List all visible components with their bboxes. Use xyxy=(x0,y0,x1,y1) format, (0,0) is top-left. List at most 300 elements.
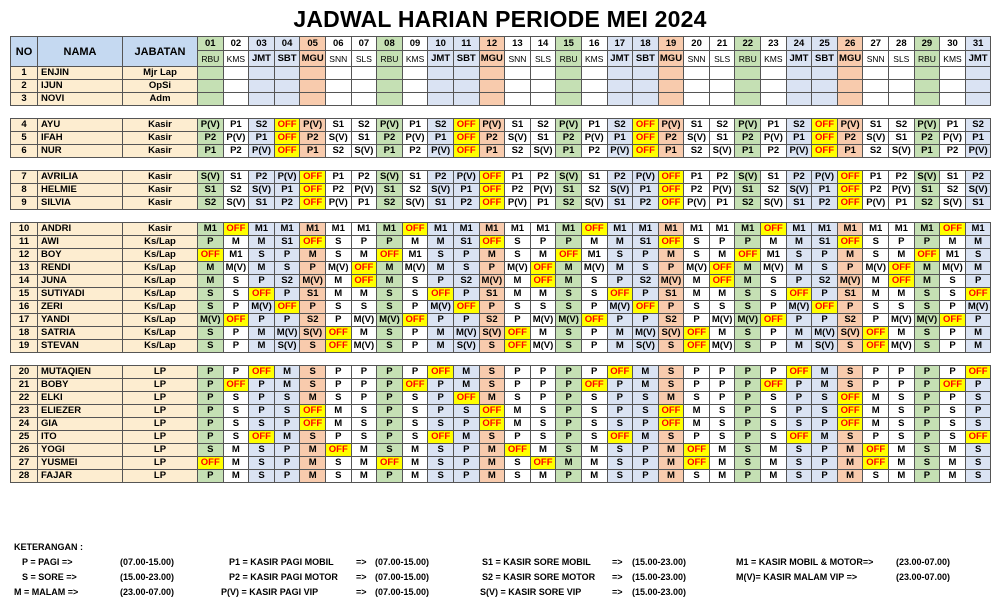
shift-cell: M xyxy=(863,418,889,431)
shift-cell: M1 xyxy=(581,249,607,262)
legend-time: (15.00-23.00) xyxy=(120,572,175,582)
employee-no: 18 xyxy=(11,327,38,340)
shift-cell: OFF xyxy=(837,184,863,197)
shift-cell: P xyxy=(556,431,582,444)
employee-no: 24 xyxy=(11,418,38,431)
shift-cell: S xyxy=(709,418,735,431)
shift-cell: S xyxy=(761,392,787,405)
shift-cell: P xyxy=(556,236,582,249)
shift-cell xyxy=(198,93,224,106)
shift-cell: S(V) xyxy=(505,132,531,145)
shift-cell: M(V) xyxy=(351,314,377,327)
shift-cell: S xyxy=(812,262,838,275)
shift-cell: OFF xyxy=(965,366,991,379)
shift-cell xyxy=(479,80,505,93)
shift-cell: S2 xyxy=(863,145,889,158)
shift-cell: P xyxy=(965,379,991,392)
shift-cell: S xyxy=(223,418,249,431)
shift-cell: M xyxy=(402,236,428,249)
shift-cell xyxy=(223,67,249,80)
shift-cell: P1 xyxy=(709,197,735,210)
shift-cell: P2 xyxy=(479,132,505,145)
shift-cell: M xyxy=(377,275,403,288)
shift-cell: S1 xyxy=(325,119,351,132)
shift-cell: P1 xyxy=(607,132,633,145)
shift-cell: S xyxy=(607,470,633,483)
employee-row xyxy=(11,80,991,93)
shift-cell: S xyxy=(377,340,403,353)
shift-cell: M xyxy=(505,405,531,418)
shift-cell: S1 xyxy=(735,184,761,197)
header-jabatan: JABATAN xyxy=(123,37,198,67)
shift-cell: S xyxy=(274,262,300,275)
shift-cell: M(V) xyxy=(633,327,659,340)
shift-cell xyxy=(223,80,249,93)
shift-cell: OFF xyxy=(709,275,735,288)
shift-cell: P1 xyxy=(684,171,710,184)
shift-cell xyxy=(633,80,659,93)
shift-cell: M xyxy=(709,457,735,470)
shift-cell: P xyxy=(684,314,710,327)
shift-cell: P1 xyxy=(889,197,915,210)
shift-cell: M(V) xyxy=(940,262,966,275)
shift-cell: S(V) xyxy=(786,184,812,197)
employee-jabatan: Kasir xyxy=(123,119,198,132)
shift-cell: S1 xyxy=(889,132,915,145)
shift-cell xyxy=(684,67,710,80)
shift-cell: M xyxy=(607,262,633,275)
employee-row xyxy=(11,184,991,197)
shift-cell: S xyxy=(761,405,787,418)
shift-cell: OFF xyxy=(633,119,659,132)
shift-cell: S xyxy=(786,444,812,457)
shift-cell: S1 xyxy=(837,288,863,301)
shift-cell: OFF xyxy=(479,184,505,197)
shift-cell: S2 xyxy=(530,119,556,132)
employee-jabatan: Ks/Lap xyxy=(123,262,198,275)
shift-cell: M(V) xyxy=(479,275,505,288)
shift-cell: P(V) xyxy=(274,171,300,184)
shift-cell: P xyxy=(556,418,582,431)
day-number: 05 xyxy=(300,37,326,51)
shift-cell: P xyxy=(274,457,300,470)
shift-cell: P xyxy=(325,431,351,444)
shift-cell: S xyxy=(223,431,249,444)
day-name: KMS xyxy=(581,51,607,67)
shift-cell: M xyxy=(300,249,326,262)
shift-cell: OFF xyxy=(684,327,710,340)
shift-cell: P xyxy=(735,236,761,249)
spacer-cell xyxy=(11,106,991,119)
shift-cell xyxy=(556,67,582,80)
shift-cell: P(V) xyxy=(607,145,633,158)
shift-cell: P xyxy=(786,314,812,327)
shift-cell: P xyxy=(812,457,838,470)
shift-cell: S2 xyxy=(837,314,863,327)
shift-cell: M(V) xyxy=(530,314,556,327)
shift-cell: M xyxy=(556,275,582,288)
shift-cell: S(V) xyxy=(735,171,761,184)
shift-cell: OFF xyxy=(684,340,710,353)
shift-cell: P(V) xyxy=(325,197,351,210)
employee-name: RENDI xyxy=(38,262,123,275)
shift-cell xyxy=(581,80,607,93)
shift-cell: P xyxy=(607,405,633,418)
day-number: 19 xyxy=(658,37,684,51)
shift-cell: M(V) xyxy=(684,262,710,275)
employee-jabatan: LP xyxy=(123,392,198,405)
shift-cell xyxy=(837,67,863,80)
shift-cell: P1 xyxy=(402,119,428,132)
shift-cell: P(V) xyxy=(735,119,761,132)
legend-arrow: => xyxy=(612,587,623,597)
shift-cell: P xyxy=(453,457,479,470)
shift-cell: S xyxy=(223,392,249,405)
shift-cell: P2 xyxy=(761,145,787,158)
employee-no: 10 xyxy=(11,223,38,236)
employee-no: 27 xyxy=(11,457,38,470)
shift-cell: M xyxy=(965,340,991,353)
shift-cell: S xyxy=(325,470,351,483)
shift-cell: P(V) xyxy=(351,184,377,197)
shift-cell: S xyxy=(300,340,326,353)
shift-cell: P1 xyxy=(812,184,838,197)
shift-cell: P2 xyxy=(505,184,531,197)
shift-cell: OFF xyxy=(786,431,812,444)
shift-cell: OFF xyxy=(300,197,326,210)
shift-cell: M xyxy=(889,288,915,301)
shift-cell: M xyxy=(633,431,659,444)
shift-cell: P xyxy=(479,301,505,314)
shift-cell: P xyxy=(505,366,531,379)
shift-cell xyxy=(581,93,607,106)
shift-cell: OFF xyxy=(812,145,838,158)
shift-cell: M xyxy=(786,327,812,340)
shift-cell: OFF xyxy=(633,301,659,314)
shift-cell: P xyxy=(914,405,940,418)
employee-no: 9 xyxy=(11,197,38,210)
shift-cell: OFF xyxy=(530,275,556,288)
shift-cell: P xyxy=(965,314,991,327)
employee-jabatan: Kasir xyxy=(123,145,198,158)
shift-cell xyxy=(633,93,659,106)
shift-cell: OFF xyxy=(607,431,633,444)
shift-cell: OFF xyxy=(479,418,505,431)
shift-cell: S xyxy=(684,249,710,262)
legend-time: (07.00-15.00) xyxy=(375,572,430,582)
shift-cell: M(V) xyxy=(863,262,889,275)
day-name: SLS xyxy=(530,51,556,67)
shift-cell: OFF xyxy=(837,392,863,405)
shift-cell: S xyxy=(377,288,403,301)
shift-cell: M(V) xyxy=(274,327,300,340)
shift-cell: M xyxy=(325,288,351,301)
shift-cell: OFF xyxy=(581,223,607,236)
shift-cell: OFF xyxy=(965,288,991,301)
day-name: RBU xyxy=(377,51,403,67)
shift-cell: OFF xyxy=(786,366,812,379)
shift-cell: P xyxy=(735,418,761,431)
shift-cell xyxy=(735,67,761,80)
employee-name: JUNA xyxy=(38,275,123,288)
shift-cell xyxy=(274,67,300,80)
shift-cell: P1 xyxy=(453,184,479,197)
employee-name: ANDRI xyxy=(38,223,123,236)
shift-cell: P xyxy=(965,405,991,418)
employee-row xyxy=(11,145,991,158)
shift-cell: S xyxy=(607,418,633,431)
shift-cell xyxy=(940,67,966,80)
shift-cell: M1 xyxy=(223,249,249,262)
shift-cell: M xyxy=(658,444,684,457)
shift-cell: S xyxy=(402,288,428,301)
legend-time: (07.00-15.00) xyxy=(375,587,430,597)
group-spacer xyxy=(11,353,991,366)
shift-cell: S(V) xyxy=(325,132,351,145)
shift-cell: M xyxy=(351,327,377,340)
shift-cell: P xyxy=(863,314,889,327)
shift-cell: M(V) xyxy=(761,262,787,275)
shift-cell xyxy=(709,93,735,106)
shift-cell: S2 xyxy=(581,184,607,197)
shift-cell: S xyxy=(837,340,863,353)
shift-cell: S(V) xyxy=(274,340,300,353)
shift-cell: P xyxy=(505,431,531,444)
shift-cell: M xyxy=(249,236,275,249)
shift-cell: S(V) xyxy=(889,145,915,158)
shift-cell: S1 xyxy=(377,184,403,197)
shift-cell: P2 xyxy=(940,145,966,158)
shift-cell xyxy=(377,67,403,80)
shift-cell: S xyxy=(505,236,531,249)
shift-cell: S(V) xyxy=(223,197,249,210)
shift-cell: S xyxy=(505,249,531,262)
shift-cell: P xyxy=(633,314,659,327)
shift-cell: P(V) xyxy=(812,171,838,184)
shift-cell xyxy=(761,80,787,93)
shift-cell: S xyxy=(556,444,582,457)
employee-name: YUSMEI xyxy=(38,457,123,470)
day-number: 23 xyxy=(761,37,787,51)
shift-cell: M xyxy=(940,236,966,249)
shift-cell: OFF xyxy=(581,314,607,327)
shift-cell: P xyxy=(274,470,300,483)
shift-cell: P2 xyxy=(735,132,761,145)
shift-cell: S xyxy=(889,418,915,431)
shift-cell: S xyxy=(402,392,428,405)
shift-cell: S xyxy=(325,236,351,249)
shift-cell: P1 xyxy=(863,171,889,184)
shift-cell: S(V) xyxy=(249,184,275,197)
day-name: SBT xyxy=(812,51,838,67)
shift-cell: P2 xyxy=(965,171,991,184)
shift-cell: P(V) xyxy=(863,197,889,210)
shift-cell: OFF xyxy=(530,262,556,275)
day-name: SLS xyxy=(889,51,915,67)
shift-cell: M xyxy=(505,418,531,431)
shift-cell: M xyxy=(658,249,684,262)
shift-cell: M xyxy=(479,457,505,470)
shift-cell: OFF xyxy=(684,444,710,457)
shift-cell: S xyxy=(351,301,377,314)
shift-cell: M1 xyxy=(812,223,838,236)
shift-cell: M(V) xyxy=(889,340,915,353)
shift-cell: P xyxy=(581,327,607,340)
shift-cell: M xyxy=(889,457,915,470)
shift-cell: S xyxy=(761,288,787,301)
shift-cell: OFF xyxy=(249,366,275,379)
shift-cell: S xyxy=(761,418,787,431)
shift-cell: P2 xyxy=(198,132,224,145)
shift-cell: OFF xyxy=(223,223,249,236)
shift-cell xyxy=(274,93,300,106)
day-number: 29 xyxy=(914,37,940,51)
shift-cell: OFF xyxy=(428,366,454,379)
shift-cell xyxy=(505,67,531,80)
shift-cell: P xyxy=(940,392,966,405)
shift-cell: M xyxy=(837,457,863,470)
shift-cell: P1 xyxy=(965,132,991,145)
shift-cell: S1 xyxy=(351,132,377,145)
shift-cell: OFF xyxy=(453,132,479,145)
shift-cell: OFF xyxy=(658,236,684,249)
shift-cell: S xyxy=(735,288,761,301)
shift-cell: P2 xyxy=(249,171,275,184)
shift-cell: S xyxy=(505,301,531,314)
shift-cell: S(V) xyxy=(479,327,505,340)
shift-cell: M xyxy=(453,379,479,392)
shift-cell: M xyxy=(940,444,966,457)
shift-cell: P xyxy=(198,379,224,392)
shift-cell: M1 xyxy=(530,223,556,236)
day-name: SNN xyxy=(684,51,710,67)
shift-cell: S xyxy=(940,288,966,301)
shift-cell: P1 xyxy=(837,145,863,158)
shift-cell: S xyxy=(479,340,505,353)
shift-cell: S xyxy=(684,236,710,249)
employee-name: SATRIA xyxy=(38,327,123,340)
employee-row xyxy=(11,119,991,132)
shift-cell: M xyxy=(889,444,915,457)
shift-cell: M xyxy=(684,275,710,288)
shift-cell xyxy=(837,93,863,106)
day-name: SNN xyxy=(863,51,889,67)
shift-cell: S xyxy=(505,457,531,470)
day-name: JMT xyxy=(428,51,454,67)
day-name: SLS xyxy=(709,51,735,67)
day-name: KMS xyxy=(761,51,787,67)
shift-cell: S xyxy=(889,431,915,444)
shift-cell xyxy=(812,80,838,93)
shift-cell: P xyxy=(735,431,761,444)
day-number: 27 xyxy=(863,37,889,51)
shift-cell: S xyxy=(198,301,224,314)
shift-cell: M1 xyxy=(863,223,889,236)
employee-no: 21 xyxy=(11,379,38,392)
group-spacer xyxy=(11,210,991,223)
shift-cell: OFF xyxy=(198,457,224,470)
shift-cell: P xyxy=(223,301,249,314)
shift-cell: OFF xyxy=(633,132,659,145)
shift-cell: M xyxy=(530,470,556,483)
shift-cell xyxy=(965,80,991,93)
shift-cell: M xyxy=(428,262,454,275)
employee-no: 5 xyxy=(11,132,38,145)
shift-cell: S xyxy=(325,457,351,470)
shift-cell: M xyxy=(377,262,403,275)
shift-cell: S2 xyxy=(402,184,428,197)
shift-cell: S xyxy=(479,379,505,392)
day-name: JMT xyxy=(786,51,812,67)
employee-no: 23 xyxy=(11,405,38,418)
employee-name: ITO xyxy=(38,431,123,444)
shift-cell: P(V) xyxy=(889,184,915,197)
employee-row xyxy=(11,327,991,340)
shift-cell: M xyxy=(889,249,915,262)
shift-cell: P(V) xyxy=(556,119,582,132)
shift-cell: S xyxy=(607,249,633,262)
shift-cell: S(V) xyxy=(607,184,633,197)
shift-cell: P(V) xyxy=(658,119,684,132)
shift-cell xyxy=(914,93,940,106)
day-name: MGU xyxy=(837,51,863,67)
employee-no: 8 xyxy=(11,184,38,197)
shift-cell: P xyxy=(377,470,403,483)
shift-cell xyxy=(658,67,684,80)
shift-cell: P xyxy=(786,405,812,418)
shift-cell: OFF xyxy=(863,444,889,457)
shift-cell xyxy=(530,93,556,106)
shift-cell: S xyxy=(863,301,889,314)
shift-cell: P(V) xyxy=(300,119,326,132)
shift-cell: S xyxy=(581,418,607,431)
shift-cell: P2 xyxy=(556,132,582,145)
shift-cell: S xyxy=(607,457,633,470)
shift-cell: P xyxy=(377,405,403,418)
shift-cell xyxy=(684,80,710,93)
shift-cell xyxy=(914,80,940,93)
shift-cell: S xyxy=(530,418,556,431)
shift-cell xyxy=(198,80,224,93)
shift-cell: M xyxy=(581,470,607,483)
shift-cell: P xyxy=(428,392,454,405)
shift-cell: S xyxy=(556,288,582,301)
shift-cell: OFF xyxy=(863,457,889,470)
shift-cell: M xyxy=(863,288,889,301)
shift-cell: M xyxy=(530,327,556,340)
shift-cell xyxy=(940,93,966,106)
shift-cell xyxy=(453,67,479,80)
shift-cell: OFF xyxy=(428,288,454,301)
shift-cell: S xyxy=(300,366,326,379)
shift-cell: S xyxy=(351,405,377,418)
shift-cell: S(V) xyxy=(914,171,940,184)
shift-cell: M1 xyxy=(684,223,710,236)
shift-cell: S(V) xyxy=(530,145,556,158)
shift-cell: M1 xyxy=(453,223,479,236)
shift-cell xyxy=(223,93,249,106)
shift-cell: P xyxy=(684,431,710,444)
shift-cell: P(V) xyxy=(505,197,531,210)
legend-label: S(V) = KASIR SORE VIP xyxy=(480,587,582,597)
shift-cell: M xyxy=(428,236,454,249)
shift-cell: P xyxy=(914,379,940,392)
employee-no: 28 xyxy=(11,470,38,483)
employee-name: HELMIE xyxy=(38,184,123,197)
shift-cell: P xyxy=(812,249,838,262)
shift-cell: M xyxy=(812,379,838,392)
shift-cell: S xyxy=(914,444,940,457)
